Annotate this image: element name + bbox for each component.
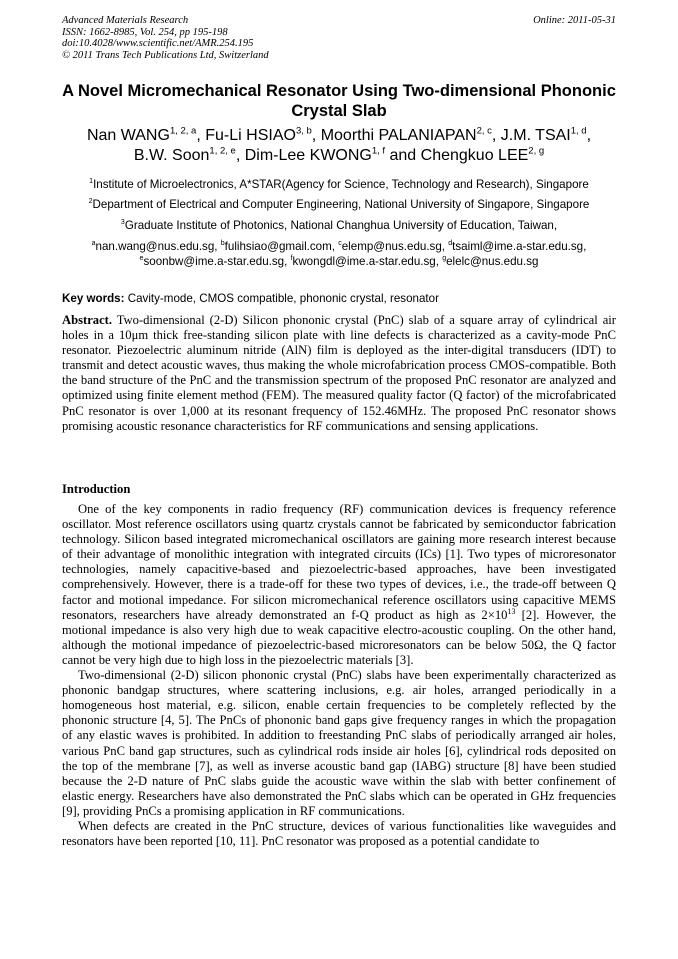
online-date: Online: 2011-05-31 [533,15,616,26]
email-mark: g [442,254,447,262]
author-list [62,126,616,166]
paragraph: When defects are created in the PnC structure, devices of various functionalities like waveguides and resonators have been reported [10, 11]. PnC resonator was proposed as a potential candidate to [62,818,616,849]
affiliation-text: Graduate Institute of Photonics, National Changhua University of Education, Taiwan, [124,219,558,232]
paragraph [62,502,616,668]
paper-title [62,81,616,121]
email-address: kwongdl@ime.a-star.edu.sg, [292,254,443,268]
affiliation-2 [56,198,622,212]
email-mark: a [91,240,96,248]
section-heading-introduction: Introduction [62,482,131,496]
email-address: elemp@nus.edu.sg, [341,240,449,253]
email-address: elelc@nus.edu.sg [446,254,539,268]
introduction-body [62,502,616,849]
affiliation-3 [56,219,622,233]
affiliation-mark: 1 [89,178,94,186]
email-mark: c [338,240,342,248]
abstract [62,313,616,434]
author-name: J.M. TSAI [500,127,571,144]
email-address: fulihsiao@gmail.com, [224,240,339,253]
author-name: Chengkuo LEE [420,147,529,164]
author-emails [56,240,622,269]
author-affil-mark: 1, d [570,125,587,137]
author-sep: , [235,147,245,164]
abstract-label: Abstract. [62,313,113,327]
paragraph: Two-dimensional (2-D) silicon phononic crystal (PnC) slabs have been experimentally characterized as phononic bandgap structures, where scattering inclusions, e.g. air holes, arranged periodically in a homogeneous host material, e.g. silicon, enable certain frequencies to be completely reflected by the phononic structure [4, 5]. The PnCs of phononic band gaps give frequency ranges in which the propagation of any elastic waves is prohibited. In addition to freestanding PnC slabs of periodically arranged air holes, various PnC band gap structures, such as cylindrical rods inside air holes [6], cylindrical rods deposited on the top of the membrane [7], as well as inverse acoustic band gap (IABG) structure [8] have been studied because the 2-D nature of PnC slabs guide the acoustic wave within the slab with better confinement of elastic energy. Researchers have also demonstrated the PnC slabs which can be operated in GHz frequencies [9], providing PnCs a promising application in RF communications. [62,668,616,818]
email-address: nan.wang@nus.edu.sg, [95,240,221,253]
journal-name: Advanced Materials Research [62,15,189,26]
email-mark: b [220,240,225,248]
author-name: Moorthi PALANIAPAN [320,127,477,144]
author-name: Nan WANG [86,127,170,144]
affiliation-mark: 3 [120,219,125,227]
paragraph-text: [2]. However, the motional impedance is also very high due to weak capacitive electro-acoustic coupling. On the other hand, although the motional impedance of piezoelectric-based microresonators can be below 50Ω, the Q factor cannot be very high due to high loss in the piezoelectric materials [3]. [62,607,617,667]
email-mark: d [448,240,453,248]
abstract-text: Two-dimensional (2-D) Silicon phononic crystal (PnC) slab of a square array of cylindrical air holes in a 10μm thick free-standing silicon plate with line defects is characterized as a cavity-mode PnC resonator. Piezoelectric aluminum nitride (AlN) film is deployed as the inter-digital transducers (IDT) to transmit and detect acoustic waves, thus making the whole microfabrication process CMOS-compatible. Both the band structure of the PnC and the transmission spectrum of the proposed PnC resonator are analyzed and optimized using finite element method (FEM). The measured quality factor (Q factor) of the microfabricated PnC resonator is over 1,000 at its resonant frequency of 152.46MHz. The proposed PnC resonator shows promising acoustic resonance characteristics for RF communications and sensing applications. [62,313,616,433]
journal-doi: doi:10.4028/www.scientific.net/AMR.254.195 [62,38,254,49]
author-affil-mark: 2, c [476,125,492,137]
journal-copyright: © 2011 Trans Tech Publications Ltd, Switzerland [62,49,269,61]
affiliation-text: Institute of Microelectronics, A*STAR(Agency for Science, Technology and Research), Singapore [93,178,589,191]
author-line [62,126,616,146]
author-affil-mark: 1, 2, a [169,125,197,137]
affiliation-mark: 2 [88,198,93,206]
exponent: 13 [507,606,516,616]
author-sep: and [385,147,421,164]
journal-issn: ISSN: 1662-8985, Vol. 254, pp 195-198 [62,26,228,38]
email-line [56,255,622,270]
email-mark: e [139,254,144,262]
paper-title-line: A Novel Micromechanical Resonator Using Two-dimensional Phononic [62,82,616,100]
author-sep: , [311,127,321,144]
author-affil-mark: 1, 2, e [209,145,236,157]
email-mark: f [290,254,293,262]
email-address: soonbw@ime.a-star.edu.sg, [143,254,291,268]
author-line [62,146,616,166]
keywords-text: Cavity-mode, CMOS compatible, phononic crystal, resonator [124,292,439,305]
journal-header [62,15,269,61]
author-affil-mark: 1, f [371,145,386,157]
author-affil-mark: 2, g [528,145,545,157]
author-sep: , [491,127,501,144]
paragraph-text: One of the key components in radio frequency (RF) communication devices is frequency reference oscillator. Most reference oscillators using quartz crystals cannot be fabricated by semiconductor fabrication technology. Silicon based integrated micromechanical oscillators are gaining more research interest because of their advantage of monolithic integration with integrated circuits (ICs) [1]. Two types of microresonator technologies, namely capacitive-based and piezoelectric-based approaches, have been investigated comprehensively. However, there is a trade-off for these two types of devices, i.e., the trade-off between Q factor and motional impedance. For silicon micromechanical reference oscillators using capacitive MEMS resonators, researchers have already demonstrated an f-Q product as high as 2×10 [62,502,616,622]
author-name: Fu-Li HSIAO [205,127,296,144]
affiliation-text: Department of Electrical and Computer Engineering, National University of Singapore, Singapore [92,198,590,211]
affiliation-1 [56,178,622,192]
keywords [62,292,616,306]
email-address: tsaiml@ime.a-star.edu.sg, [452,240,587,253]
email-line [56,240,622,255]
author-affil-mark: 3, b [295,125,312,137]
author-name: B.W. Soon [133,147,210,164]
author-sep: , [196,127,206,144]
author-sep: , [586,127,592,144]
paper-title-line: Crystal Slab [291,102,387,120]
author-name: Dim-Lee KWONG [244,147,372,164]
keywords-label: Key words: [62,292,125,305]
